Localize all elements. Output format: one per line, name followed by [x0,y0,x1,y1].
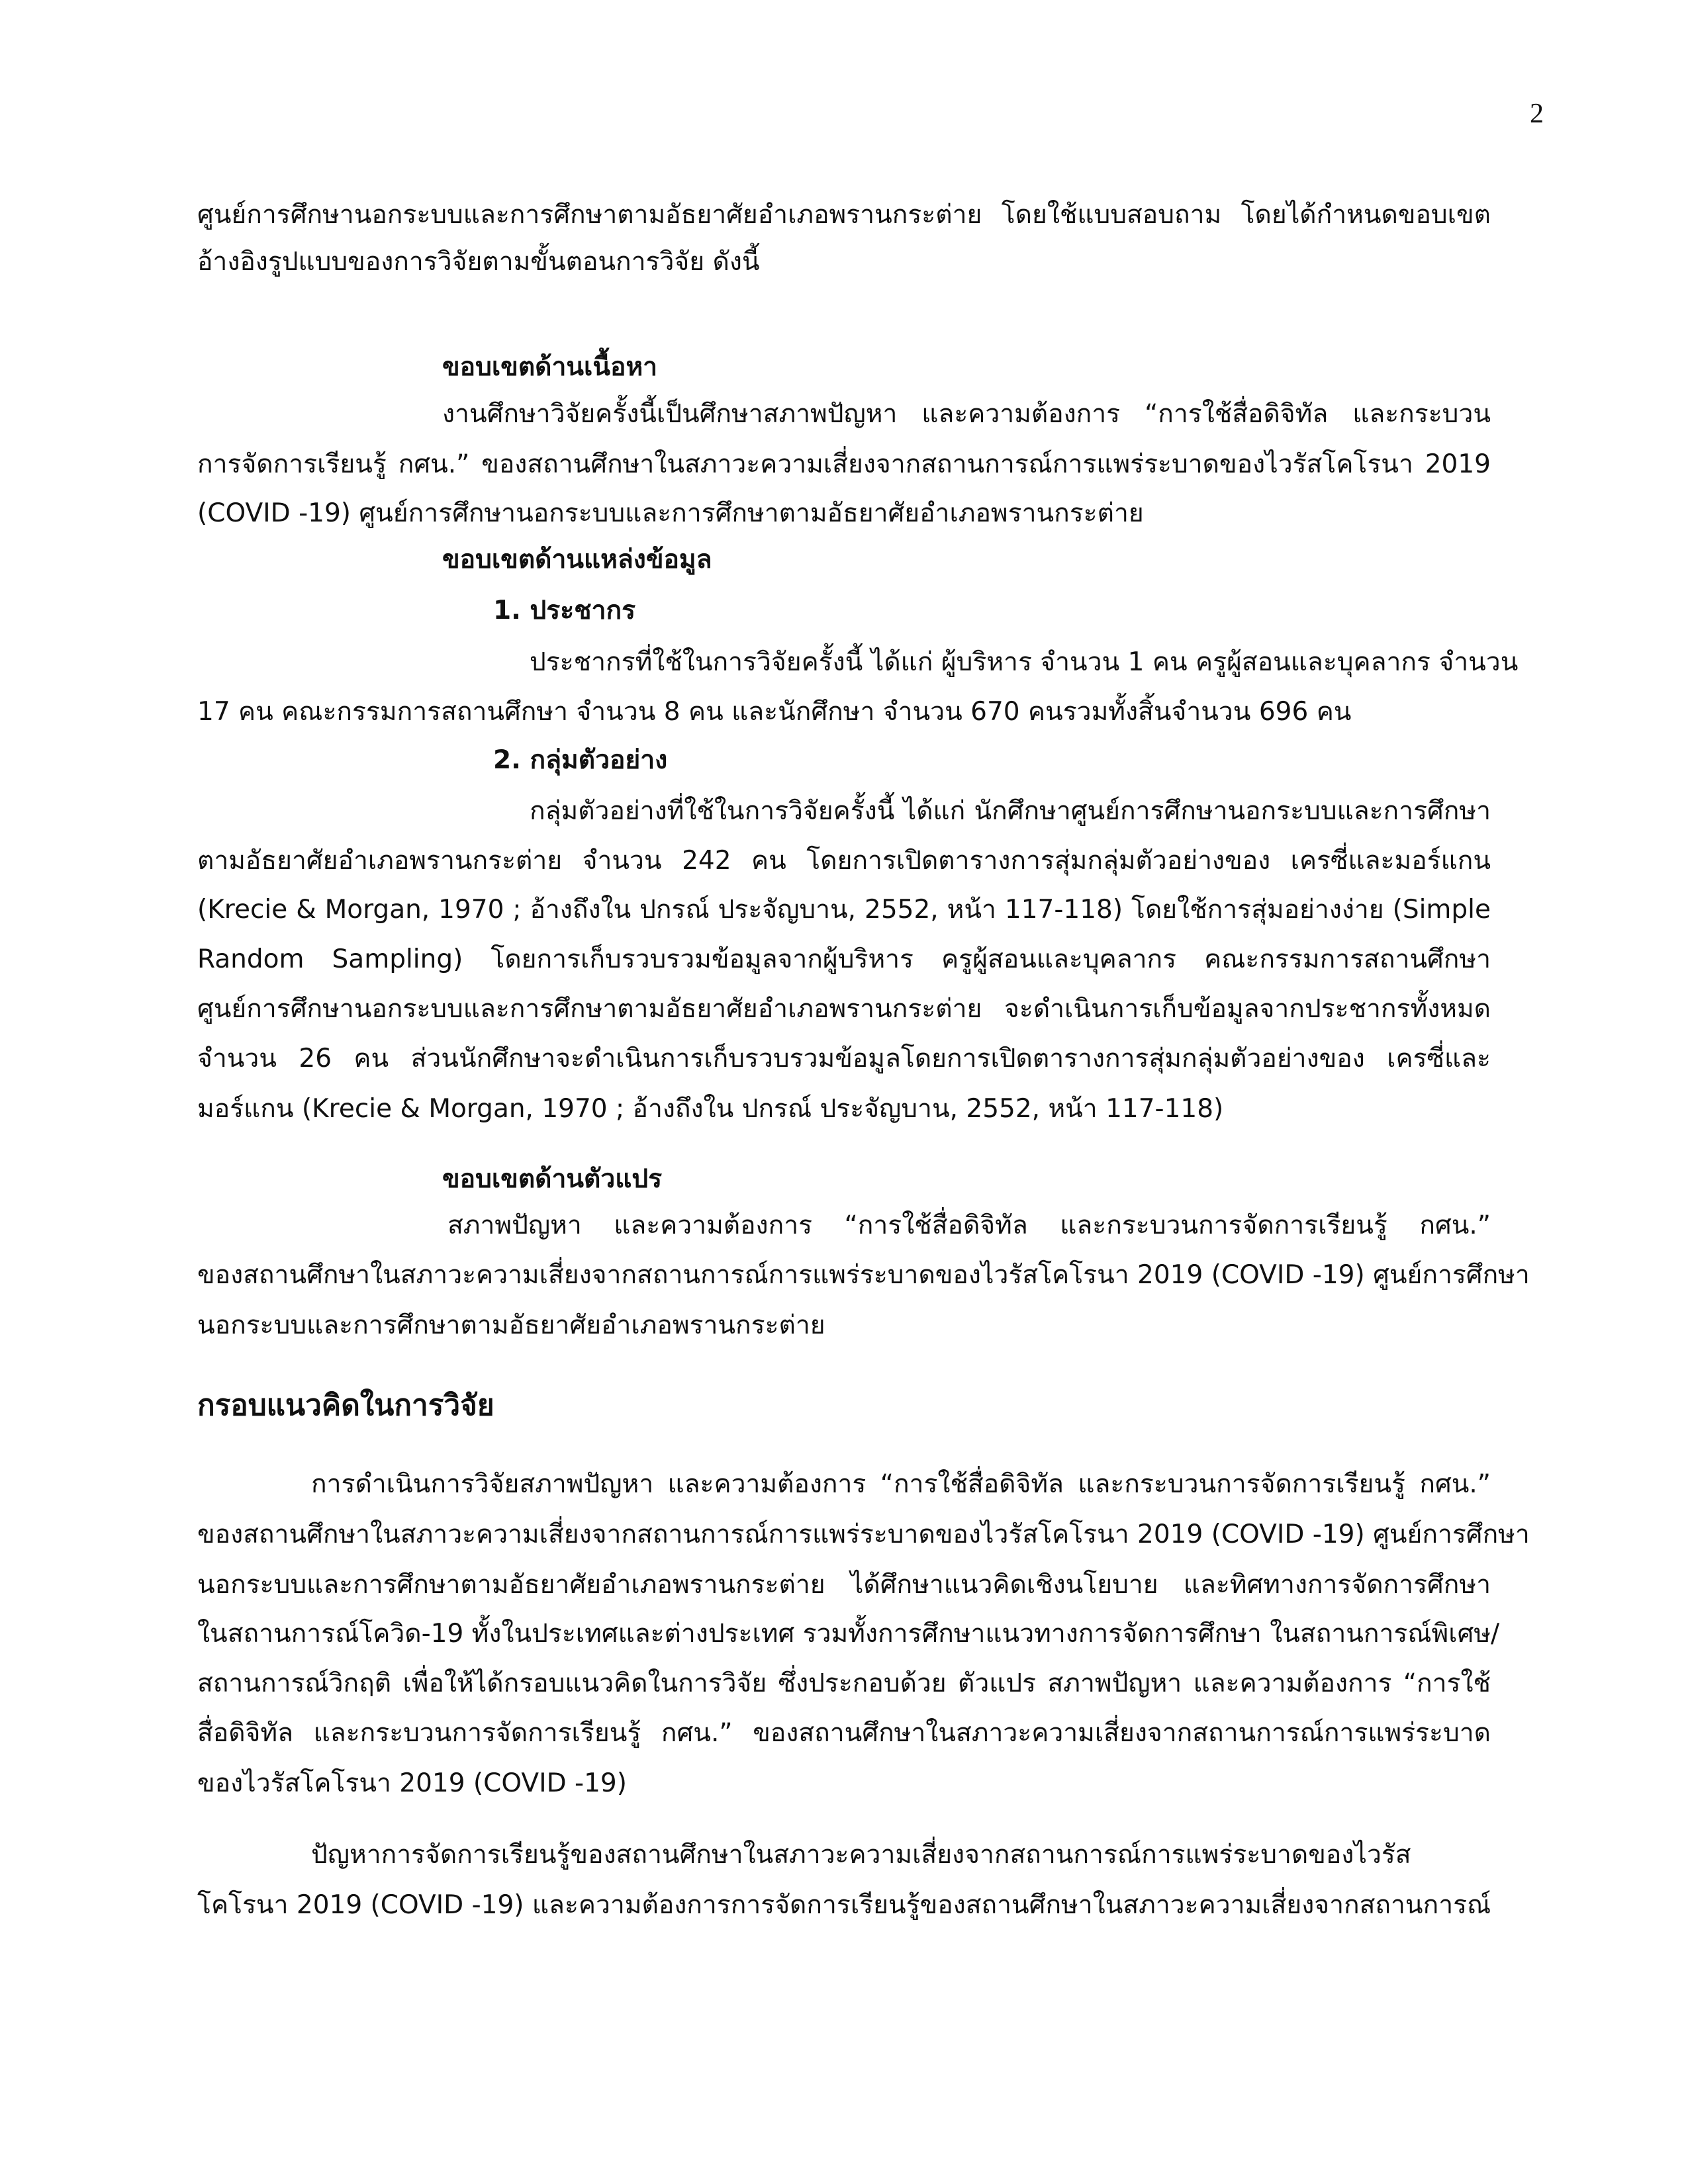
subheading-sample: 2. กลุ่มตัวอย่าง [493,745,668,775]
paragraph-line: 17 คน คณะกรรมการสถานศึกษา จำนวน 8 คน และนักศึกษา จำนวน 670 คนรวมทั้งสิ้นจำนวน 696 คน [197,697,1352,727]
paragraph-line: ของไวรัสโคโรนา 2019 (COVID -19) [197,1768,627,1798]
paragraph-line: กลุ่มตัวอย่างที่ใช้ในการวิจัยครั้งนี้ ได้แก่ นักศึกษาศูนย์การศึกษานอกระบบและการศึกษา [530,796,1491,826]
paragraph-line: ปัญหาการจัดการเรียนรู้ของสถานศึกษาในสภาวะความเสี่ยงจากสถานการณ์การแพร่ระบาดของไวรัส [311,1840,1411,1870]
paragraph-line: (Krecie & Morgan, 1970 ; อ้างถึงใน ปกรณ์ ประจัญบาน, 2552, หน้า 117-118) โดยใช้การสุ่มอย่างง่าย (Simple [197,895,1491,925]
paragraph-line: การดำเนินการวิจัยสภาพปัญหา และความต้องการ “การใช้สื่อดิจิทัล และกระบวนการจัดการเรียนรู้ กศน.” [311,1469,1491,1499]
paragraph-line: ของสถานศึกษาในสภาวะความเสี่ยงจากสถานการณ์การแพร่ระบาดของไวรัสโคโรนา 2019 (COVID -19) ศูนย์การศึกษา [197,1520,1530,1549]
paragraph-line: ในสถานการณ์โควิด-19 ทั้งในประเทศและต่างประเทศ รวมทั้งการศึกษาแนวทางการจัดการศึกษา ในสถานการณ์พิเศษ/ [197,1619,1500,1649]
paragraph-line: สื่อดิจิทัล และกระบวนการจัดการเรียนรู้ กศน.” ของสถานศึกษาในสภาวะความเสี่ยงจากสถานการณ์การแพร่ระบาด [197,1718,1491,1748]
section-heading-content-scope: ขอบเขตด้านเนื้อหา [442,352,658,382]
section-heading-data-source-scope: ขอบเขตด้านแหล่งข้อมูล [442,545,712,574]
section-heading-variable-scope: ขอบเขตด้านตัวแปร [442,1164,663,1194]
paragraph-line: สภาพปัญหา และความต้องการ “การใช้สื่อดิจิทัล และกระบวนการจัดการเรียนรู้ กศน.” [447,1210,1491,1240]
paragraph-line: นอกระบบและการศึกษาตามอัธยาศัยอำเภอพรานกระต่าย ได้ศึกษาแนวคิดเชิงนโยบาย และทิศทางการจัดการศึกษา [197,1570,1491,1600]
subheading-population: 1. ประชากร [493,596,636,625]
paragraph-line: ประชากรที่ใช้ในการวิจัยครั้งนี้ ได้แก่ ผู้บริหาร จำนวน 1 คน ครูผู้สอนและบุคลากร จำนวน [530,647,1519,677]
paragraph-line: การจัดการเรียนรู้ กศน.” ของสถานศึกษาในสภาวะความเสี่ยงจากสถานการณ์การแพร่ระบาดของไวรัสโคโรนา 2019 [197,449,1491,479]
paragraph-line: ของสถานศึกษาในสภาวะความเสี่ยงจากสถานการณ์การแพร่ระบาดของไวรัสโคโรนา 2019 (COVID -19) ศูนย์การศึกษา [197,1260,1530,1290]
paragraph-line: ศูนย์การศึกษานอกระบบและการศึกษาตามอัธยาศัยอำเภอพรานกระต่าย โดยใช้แบบสอบถาม โดยได้กำหนดขอบเขต [197,200,1491,230]
paragraph-line: งานศึกษาวิจัยครั้งนี้เป็นศึกษาสภาพปัญหา และความต้องการ “การใช้สื่อดิจิทัล และกระบวน [442,399,1491,429]
paragraph-line: มอร์แกน (Krecie & Morgan, 1970 ; อ้างถึงใน ปกรณ์ ประจัญบาน, 2552, หน้า 117-118) [197,1094,1224,1124]
page-number: 2 [1530,99,1544,129]
paragraph-line: สถานการณ์วิกฤติ เพื่อให้ได้กรอบแนวคิดในการวิจัย ซึ่งประกอบด้วย ตัวแปร สภาพปัญหา และความต้องการ “การใช้ [197,1668,1491,1698]
paragraph-line: โคโรนา 2019 (COVID -19) และความต้องการการจัดการเรียนรู้ของสถานศึกษาในสภาวะความเสี่ยงจากสถานการณ์ [197,1890,1491,1920]
paragraph-line: ตามอัธยาศัยอำเภอพรานกระต่าย จำนวน 242 คน โดยการเปิดตารางการสุ่มกลุ่มตัวอย่างของ เครซี่และมอร์แกน [197,846,1491,876]
paragraph-line: นอกระบบและการศึกษาตามอัธยาศัยอำเภอพรานกระต่าย [197,1310,825,1340]
paragraph-line: Random Sampling) โดยการเก็บรวบรวมข้อมูลจากผู้บริหาร ครูผู้สอนและบุคลากร คณะกรรมการสถานศึกษา [197,944,1491,974]
section-title-research-framework: กรอบแนวคิดในการวิจัย [197,1388,494,1422]
paragraph-line: อ้างอิงรูปแบบของการวิจัยตามขั้นตอนการวิจัย ดังนี้ [197,247,760,277]
paragraph-line: ศูนย์การศึกษานอกระบบและการศึกษาตามอัธยาศัยอำเภอพรานกระต่าย จะดำเนินการเก็บข้อมูลจากประชากรทั้งหมด [197,994,1491,1024]
paragraph-line: (COVID -19) ศูนย์การศึกษานอกระบบและการศึกษาตามอัธยาศัยอำเภอพรานกระต่าย [197,498,1144,528]
paragraph-line: จำนวน 26 คน ส่วนนักศึกษาจะดำเนินการเก็บรวบรวมข้อมูลโดยการเปิดตารางการสุ่มกลุ่มตัวอย่างของ เครซี่และ [197,1044,1491,1073]
